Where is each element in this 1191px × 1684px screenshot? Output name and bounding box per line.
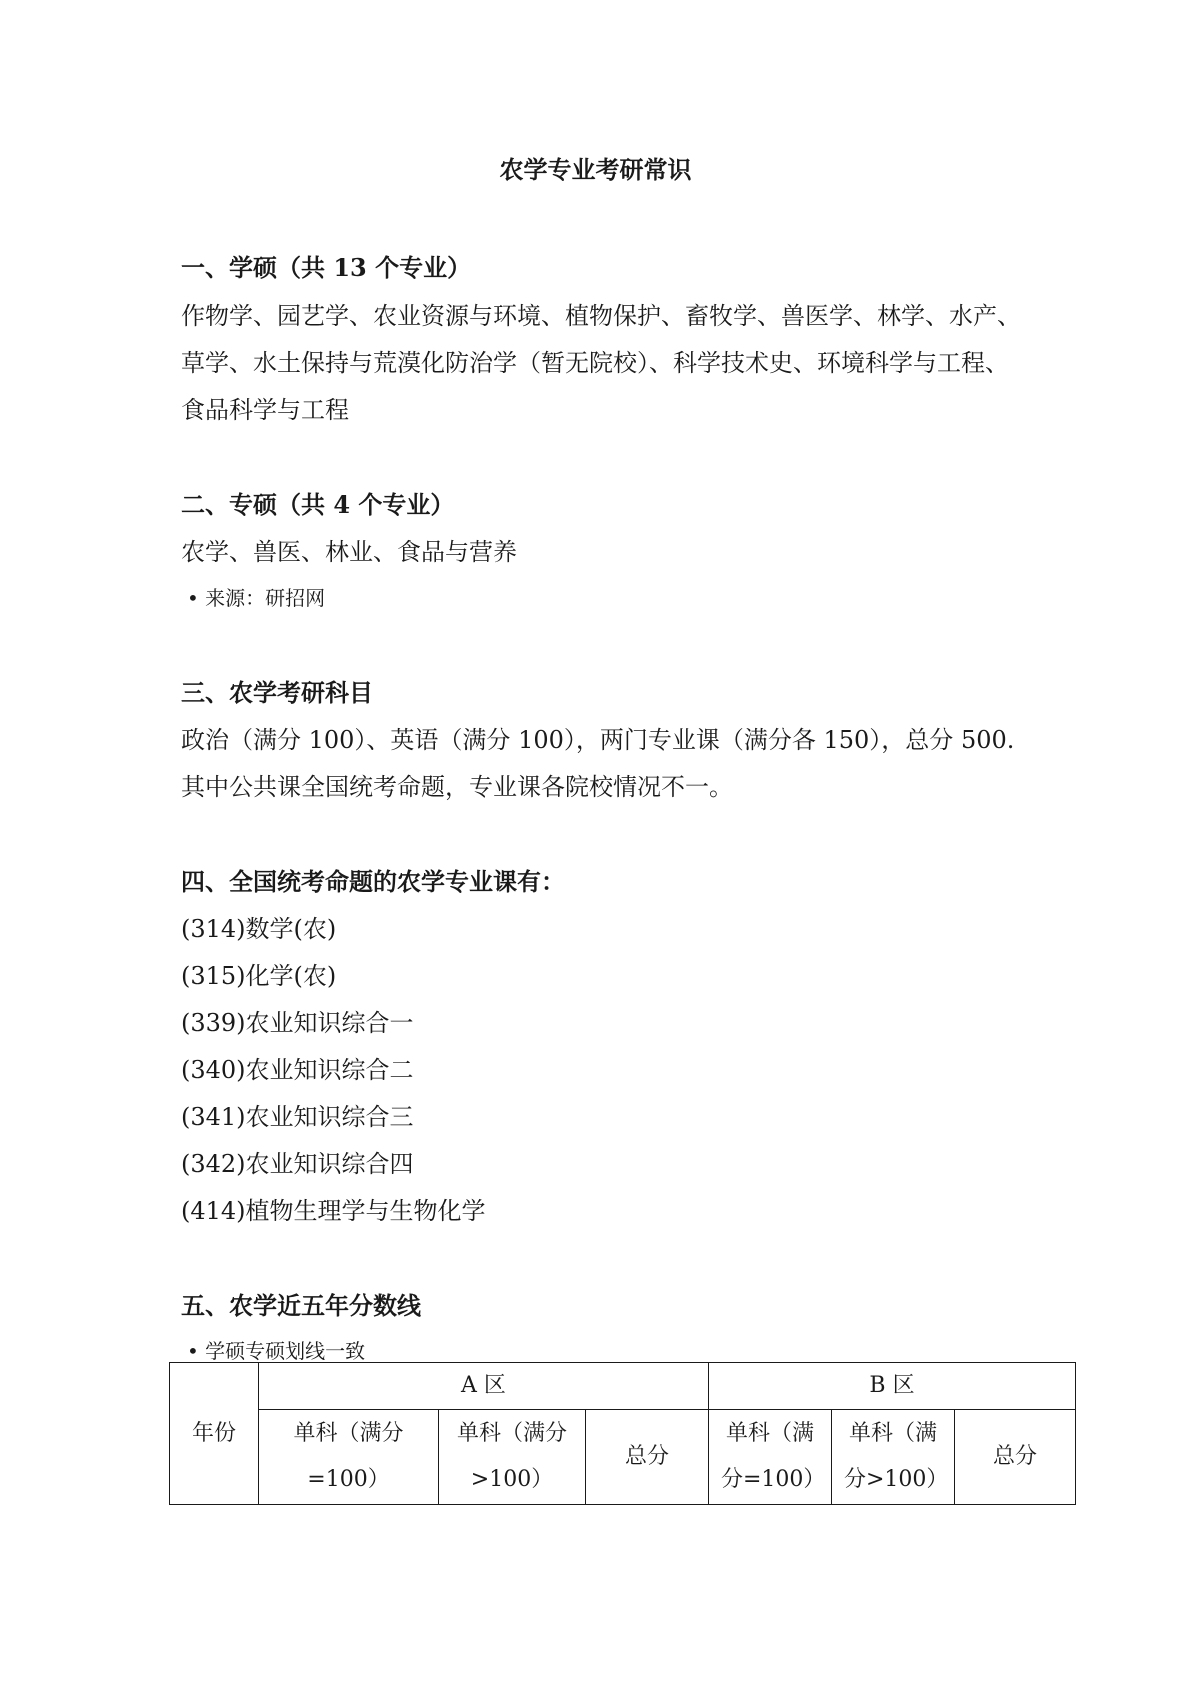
section3-heading: 三、农学考研科目 — [181, 678, 373, 707]
section4-heading: 四、全国统考命题的农学专业课有： — [181, 867, 565, 896]
document-title: 农学专业考研常识 — [499, 155, 692, 184]
section1-line: 作物学、园艺学、农业资源与环境、植物保护、畜牧学、兽医学、林学、水产、 — [181, 302, 1021, 330]
course-item: (342)农业知识综合四 — [181, 1150, 414, 1178]
section5-heading: 五、农学近五年分数线 — [181, 1291, 421, 1320]
a-total-header: 总分 — [586, 1410, 709, 1505]
zone-b-header: B 区 — [709, 1363, 1076, 1410]
zone-a-header: A 区 — [259, 1363, 709, 1410]
b-single-100-header: 单科（满分=100） — [709, 1410, 832, 1505]
year-header: 年份 — [170, 1363, 259, 1505]
section3-line: 政治（满分 100）、英语（满分 100），两门专业课（满分各 150），总分 500. — [181, 726, 1015, 754]
section1-heading: 一、学硕（共 13 个专业） — [181, 253, 472, 282]
course-item: (341)农业知识综合三 — [181, 1103, 414, 1131]
course-item: (315)化学(农) — [181, 962, 337, 990]
a-single-100-header: 单科（满分=100） — [259, 1410, 439, 1505]
course-item: (414)植物生理学与生物化学 — [181, 1197, 486, 1225]
section1-line: 草学、水土保持与荒漠化防治学（暂无院校）、科学技术史、环境科学与工程、 — [181, 349, 1009, 377]
section2-line: 农学、兽医、林业、食品与营养 — [181, 538, 517, 566]
score-line-table — [169, 1362, 1076, 1505]
a-single-over-100-header: 单科（满分>100） — [439, 1410, 586, 1505]
table-subheader-row — [170, 1410, 1076, 1505]
section2-heading: 二、专硕（共 4 个专业） — [181, 490, 455, 519]
score-line-note: • 学硕专硕划线一致 — [187, 1339, 366, 1363]
b-single-over-100-header: 单科（满分>100） — [832, 1410, 955, 1505]
b-total-header: 总分 — [955, 1410, 1076, 1505]
source-note: • 来源：研招网 — [187, 586, 326, 610]
section3-line: 其中公共课全国统考命题，专业课各院校情况不一。 — [181, 773, 733, 801]
course-item: (340)农业知识综合二 — [181, 1056, 414, 1084]
course-item: (314)数学(农) — [181, 915, 337, 943]
course-item: (339)农业知识综合一 — [181, 1009, 414, 1037]
section1-line: 食品科学与工程 — [181, 396, 349, 424]
table-header-row — [170, 1363, 1076, 1410]
